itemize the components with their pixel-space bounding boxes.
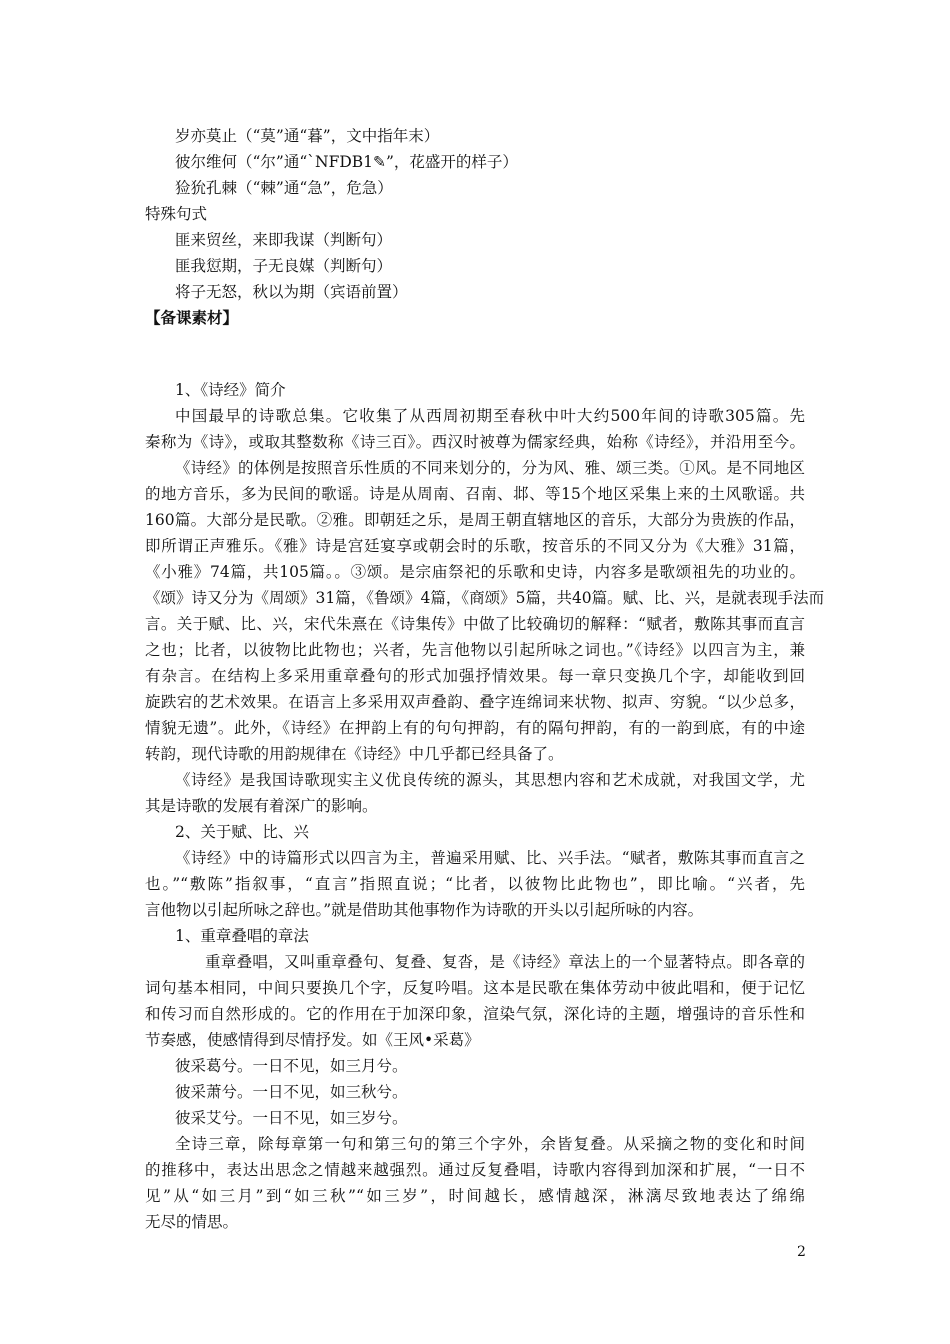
poem-line: 彼采艾兮。一日不见，如三岁兮。 [175,1109,408,1127]
vocab-line: 猃狁孔棘（“棘”通“急”，危急） [175,179,393,197]
special-line: 匪来贸丝，来即我谋（判断句） [175,231,393,249]
intro-p2-line: 即所谓正声雅乐。《雅》诗是宫廷宴享或朝会时的乐歌，按音乐的不同又分为《大雅》31篇， [145,537,805,555]
chongzhang-line: 节奏感，使感情得到尽情抒发。如《王风•采葛》 [145,1031,480,1049]
chongzhang-line: 和传习而自然形成的。它的作用在于加深印象，渲染气氛，深化诗的主题，增强诗的音乐性和 [145,1005,805,1023]
final-line: 见”从“如三月”到“如三秋”“如三岁”，时间越长，感情越深，淋漓尽致地表达了绵绵 [145,1187,805,1205]
intro-p2-line: 转韵，现代诗歌的用韵规律在《诗经》中几乎都已经具备了。 [145,745,564,763]
fubixing-line: 言他物以引起所咏之辞也。”就是借助其他事物作为诗歌的开头以引起所咏的内容。 [145,901,704,919]
intro-p2-line: 有杂言。在结构上多采用重章叠句的形式加强抒情效果。每一章只变换几个字，却能收到回 [145,667,805,685]
intro-p2-line: 情貌无遗”。此外，《诗经》在押韵上有的句句押韵，有的隔句押韵，有的一韵到底，有的中途 [145,719,805,737]
final-line: 的推移中，表达出思念之情越来越强烈。通过反复叠唱，诗歌内容得到加深和扩展，“一日不 [145,1161,805,1179]
vocab-line: 岁亦莫止（“莫”通“暮”，文中指年末） [175,127,440,145]
vocab-line: 彼尔维何（“尔”通“`NFDB1✎”，花盛开的样子） [175,153,518,171]
page-number: 2 [797,1244,806,1260]
chongzhang-line: 词句基本相同，中间只要换几个字，反复吟唱。这本是民歌在集体劳动中彼此唱和，便于记忆 [145,979,805,997]
intro-p2-line: 之也；比者，以彼物比此物也；兴者，先言他物以引起所咏之词也。”《诗经》以四言为主，兼 [145,641,805,659]
section-title: 【备课素材】 [145,308,239,327]
intro-p3-line: 《诗经》是我国诗歌现实主义优良传统的源头，其思想内容和艺术成就，对我国文学，尤 [175,771,805,789]
fubixing-line: 《诗经》中的诗篇形式以四言为主，普遍采用赋、比、兴手法。“赋者，敷陈其事而直言之 [175,849,805,867]
intro-p2-line: 旋跌宕的艺术效果。在语言上多采用双声叠韵、叠字连绵词来状物、拟声、穷貌。“以少总多， [145,693,805,711]
intro-p2-line: 《小雅》74篇，共105篇。。③颂。是宗庙祭祀的乐歌和史诗，内容多是歌颂祖先的功业的。 [145,563,805,581]
poem-line: 彼采萧兮。一日不见，如三秋兮。 [175,1083,408,1101]
special-heading: 特殊句式 [145,205,208,223]
fubixing-line: 也。”“敷陈”指叙事，“直言”指照直说；“比者，以彼物比此物也”，即比喻。“兴者，先 [145,875,805,893]
final-line: 无尽的情思。 [145,1213,239,1231]
poem-line: 彼采葛兮。一日不见，如三月兮。 [175,1057,408,1075]
intro-p2-line: 《颂》诗又分为《周颂》31篇，《鲁颂》4篇，《商颂》5篇，共40篇。赋、比、兴，是就表现手法而 [145,589,825,607]
intro-title: 1、《诗经》简介 [175,381,286,399]
intro-p2-line: 160篇。大部分是民歌。②雅。即朝廷之乐，是周王朝直辖地区的音乐，大部分为贵族的作品， [145,511,805,529]
chongzhang-line: 重章叠唱，又叫重章叠句、复叠、复沓，是《诗经》章法上的一个显著特点。即各章的 [205,953,805,971]
final-line: 全诗三章，除每章第一句和第三句的第三个字外，余皆复叠。从采摘之物的变化和时间 [175,1135,805,1153]
intro-p2-line: 《诗经》的体例是按照音乐性质的不同来划分的，分为风、雅、颂三类。①风。是不同地区 [175,459,805,477]
special-line: 将子无怒，秋以为期（宾语前置） [175,283,408,301]
intro-p1-line: 秦称为《诗》，或取其整数称《诗三百》。西汉时被尊为儒家经典，始称《诗经》，并沿用至今。 [145,433,805,451]
fubixing-title: 2、关于赋、比、兴 [175,823,309,841]
intro-p3-line: 其是诗歌的发展有着深广的影响。 [145,797,378,815]
intro-p1-line: 中国最早的诗歌总集。它收集了从西周初期至春秋中叶大约500年间的诗歌305篇。先 [175,407,805,425]
special-line: 匪我愆期，子无良媒（判断句） [175,257,393,275]
intro-p2-line: 言。关于赋、比、兴，宋代朱熹在《诗集传》中做了比较确切的解释：“赋者，敷陈其事而直言 [145,615,805,633]
intro-p2-line: 的地方音乐，多为民间的歌谣。诗是从周南、召南、邶、等15个地区采集上来的土风歌谣。共 [145,485,805,503]
chongzhang-title: 1、重章叠唱的章法 [175,927,309,945]
